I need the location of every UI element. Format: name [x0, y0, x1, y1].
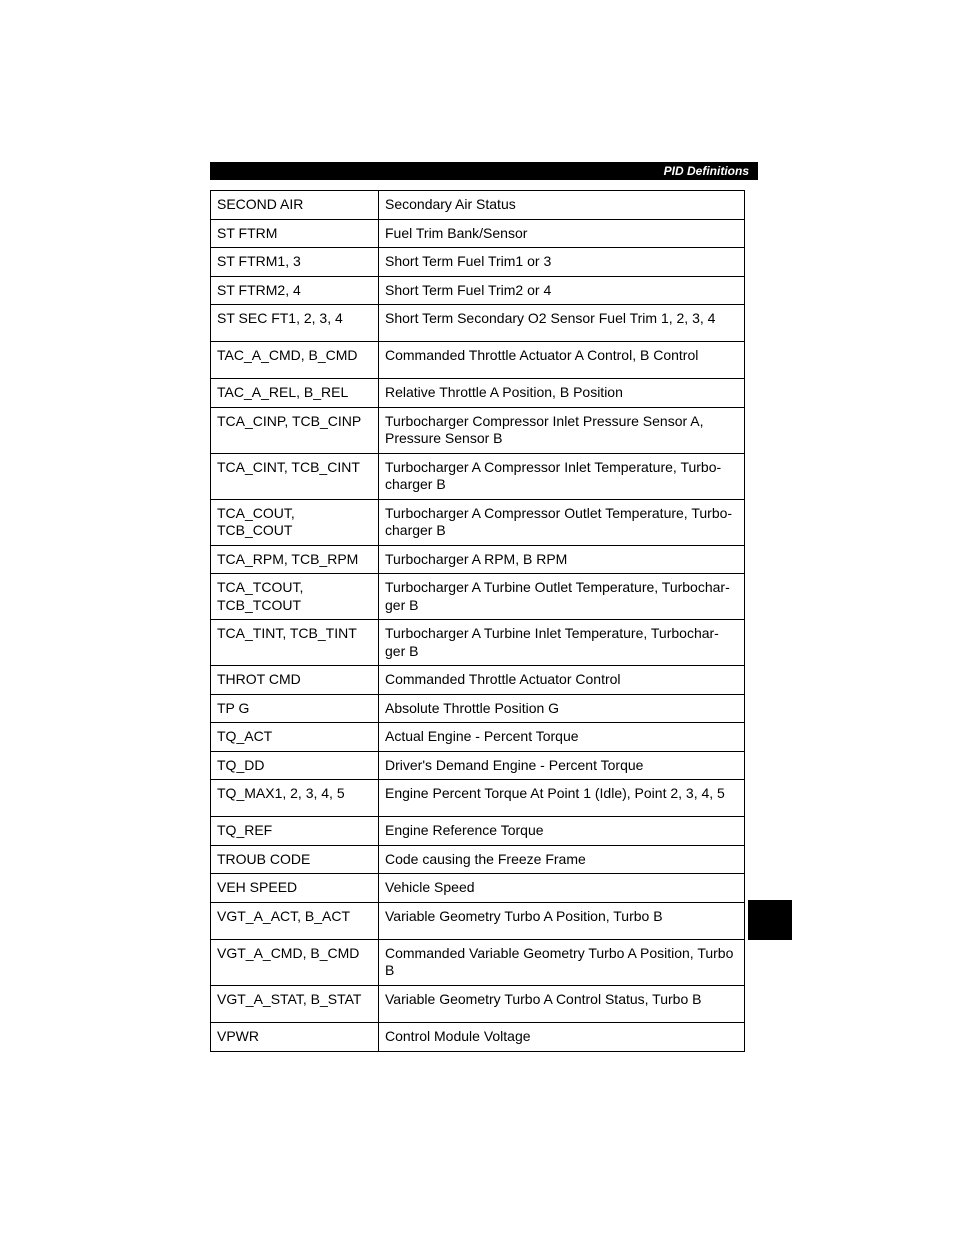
pid-name-cell: VGT_A_CMD, B_CMD [211, 939, 379, 985]
table-row [211, 453, 745, 499]
table-row [211, 276, 745, 305]
table-row [211, 1022, 745, 1051]
table-row [211, 694, 745, 723]
pid-description-cell: Variable Geometry Turbo A Control Status, Turbo B [379, 985, 745, 1022]
pid-description-cell: Commanded Throttle Actuator Control [379, 666, 745, 695]
table-row [211, 723, 745, 752]
section-header-bar [210, 162, 758, 180]
pid-description-cell: Control Module Voltage [379, 1022, 745, 1051]
pid-description-cell: Commanded Variable Geometry Turbo A Position, Turbo B [379, 939, 745, 985]
pid-description-cell: Engine Percent Torque At Point 1 (Idle), Point 2, 3, 4, 5 [379, 780, 745, 817]
table-row [211, 874, 745, 903]
pid-description-cell: Engine Reference Torque [379, 817, 745, 846]
pid-name-cell: TQ_REF [211, 817, 379, 846]
pid-name-cell: TCA_TINT, TCB_TINT [211, 620, 379, 666]
pid-table-body [211, 191, 745, 1052]
pid-description-cell: Turbocharger A Compressor Inlet Temperature, Turbo-charger B [379, 453, 745, 499]
pid-description-cell: Turbocharger A RPM, B RPM [379, 545, 745, 574]
pid-name-cell: TAC_A_CMD, B_CMD [211, 342, 379, 379]
table-row [211, 219, 745, 248]
table-row [211, 407, 745, 453]
pid-description-cell: Driver's Demand Engine - Percent Torque [379, 751, 745, 780]
table-row [211, 939, 745, 985]
pid-name-cell: TQ_DD [211, 751, 379, 780]
pid-name-cell: VPWR [211, 1022, 379, 1051]
pid-name-cell: TCA_COUT, TCB_COUT [211, 499, 379, 545]
pid-description-cell: Fuel Trim Bank/Sensor [379, 219, 745, 248]
pid-name-cell: VGT_A_ACT, B_ACT [211, 902, 379, 939]
table-row [211, 379, 745, 408]
table-row [211, 845, 745, 874]
pid-description-cell: Variable Geometry Turbo A Position, Turbo B [379, 902, 745, 939]
table-row [211, 780, 745, 817]
table-row [211, 817, 745, 846]
pid-description-cell: Secondary Air Status [379, 191, 745, 220]
pid-description-cell: Short Term Fuel Trim2 or 4 [379, 276, 745, 305]
section-tab-marker [748, 900, 792, 940]
pid-name-cell: VGT_A_STAT, B_STAT [211, 985, 379, 1022]
pid-description-cell: Short Term Fuel Trim1 or 3 [379, 248, 745, 277]
pid-description-cell: Turbocharger Compressor Inlet Pressure Sensor A, Pressure Sensor B [379, 407, 745, 453]
pid-name-cell: TAC_A_REL, B_REL [211, 379, 379, 408]
pid-name-cell: TP G [211, 694, 379, 723]
pid-name-cell: ST FTRM [211, 219, 379, 248]
pid-description-cell: Code causing the Freeze Frame [379, 845, 745, 874]
table-row [211, 985, 745, 1022]
pid-name-cell: TQ_ACT [211, 723, 379, 752]
pid-description-cell: Vehicle Speed [379, 874, 745, 903]
pid-name-cell: SECOND AIR [211, 191, 379, 220]
pid-name-cell: TCA_CINP, TCB_CINP [211, 407, 379, 453]
pid-description-cell: Absolute Throttle Position G [379, 694, 745, 723]
table-row [211, 191, 745, 220]
pid-name-cell: TROUB CODE [211, 845, 379, 874]
pid-description-cell: Commanded Throttle Actuator A Control, B Control [379, 342, 745, 379]
pid-name-cell: TCA_CINT, TCB_CINT [211, 453, 379, 499]
pid-name-cell: TQ_MAX1, 2, 3, 4, 5 [211, 780, 379, 817]
pid-name-cell: ST FTRM1, 3 [211, 248, 379, 277]
pid-name-cell: ST SEC FT1, 2, 3, 4 [211, 305, 379, 342]
table-row [211, 248, 745, 277]
table-row [211, 666, 745, 695]
pid-name-cell: TCA_TCOUT, TCB_TCOUT [211, 574, 379, 620]
pid-name-cell: TCA_RPM, TCB_RPM [211, 545, 379, 574]
pid-description-cell: Actual Engine - Percent Torque [379, 723, 745, 752]
pid-description-cell: Relative Throttle A Position, B Position [379, 379, 745, 408]
table-row [211, 499, 745, 545]
section-title: PID Definitions [663, 164, 749, 178]
table-row [211, 902, 745, 939]
pid-description-cell: Short Term Secondary O2 Sensor Fuel Trim 1, 2, 3, 4 [379, 305, 745, 342]
pid-description-cell: Turbocharger A Turbine Inlet Temperature, Turbochar-ger B [379, 620, 745, 666]
table-row [211, 751, 745, 780]
table-row [211, 574, 745, 620]
pid-name-cell: THROT CMD [211, 666, 379, 695]
pid-name-cell: VEH SPEED [211, 874, 379, 903]
pid-description-cell: Turbocharger A Compressor Outlet Temperature, Turbo-charger B [379, 499, 745, 545]
pid-name-cell: ST FTRM2, 4 [211, 276, 379, 305]
pid-description-cell: Turbocharger A Turbine Outlet Temperature, Turbochar-ger B [379, 574, 745, 620]
table-row [211, 305, 745, 342]
table-row [211, 620, 745, 666]
table-row [211, 545, 745, 574]
pid-definitions-table [210, 190, 745, 1052]
table-row [211, 342, 745, 379]
